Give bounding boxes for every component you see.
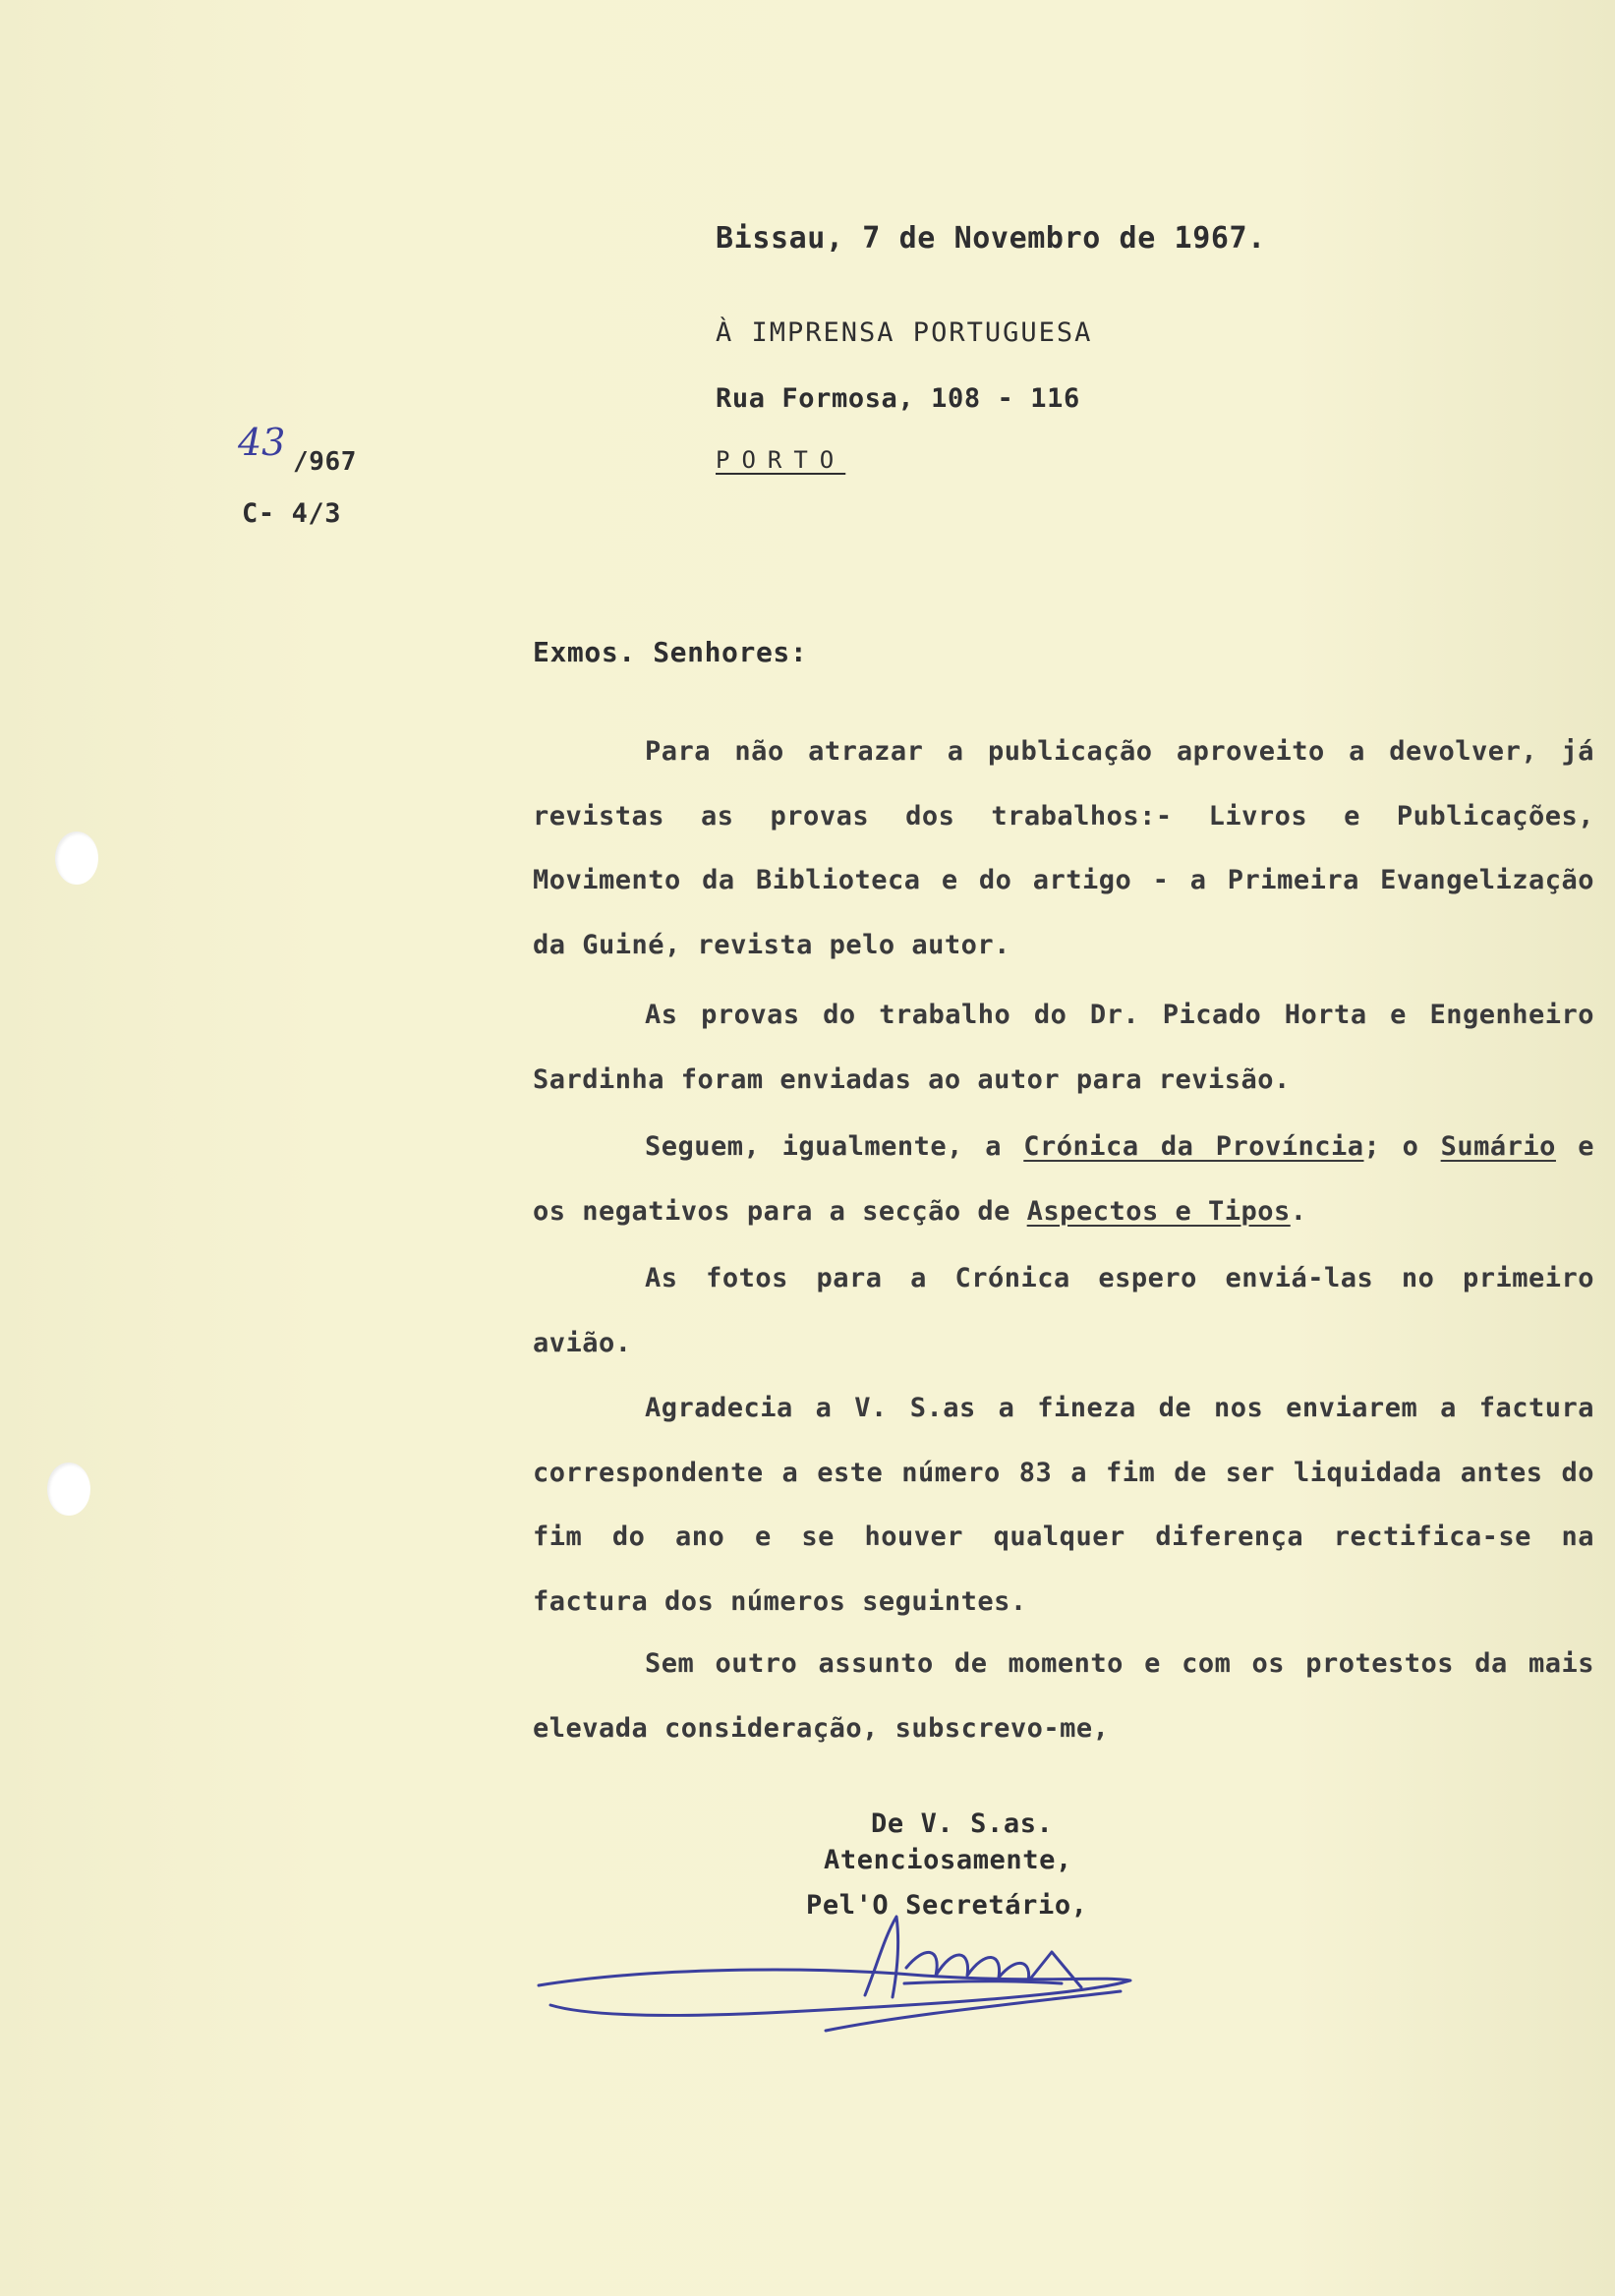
closing-secretario: Pel'O Secretário, — [806, 1890, 1088, 1921]
paragraph-3-text-d: . — [1290, 1195, 1307, 1227]
paragraph-2-text: As provas do trabalho do Dr. Picado Horta e Engenheiro Sardinha foram enviadas ao autor para revisão. — [533, 1000, 1594, 1095]
paragraph-4-text: As fotos para a Crónica espero enviá-las no primeiro avião. — [533, 1263, 1594, 1358]
closing-atenciosamente: Atenciosamente, — [824, 1845, 1072, 1875]
salutation: Exmos. Senhores: — [533, 636, 808, 668]
paragraph-1-text: Para não atrazar a publicação aproveito a devolver, já revistas as provas dos trabalhos:- Livros e Publicações, Movimento da Biblioteca e do artigo - a Primeira Evangelização da Guiné, revista pelo autor. — [533, 736, 1594, 960]
paragraph-6 — [533, 1632, 1594, 1760]
punch-hole-bottom — [47, 1463, 90, 1516]
paragraph-5-text: Agradecia a V. S.as a fineza de nos enviarem a factura correspondente a este número 83 a fim de ser liquidada antes do fim do ano e se houver qualquer diferença rectifica-se na factura dos números seguintes. — [533, 1393, 1594, 1617]
punch-hole-top — [55, 832, 98, 885]
recipient-city: PORTO — [716, 446, 846, 474]
handwritten-signature — [531, 1907, 1160, 2044]
paragraph-3-text-a: Seguem, igualmente, a — [645, 1131, 1024, 1162]
paragraph-2 — [533, 983, 1594, 1112]
reference-number-handwritten: 43 — [238, 421, 286, 464]
paragraph-6-text: Sem outro assunto de momento e com os protestos da mais elevada consideração, subscrevo-me, — [533, 1648, 1594, 1744]
letter-date: Bissau, 7 de Novembro de 1967. — [716, 221, 1266, 256]
paragraph-3-text-b: ; o — [1363, 1131, 1441, 1162]
cronica-da-provincia: Crónica da Província — [1023, 1131, 1364, 1162]
reference-number-year: /967 — [293, 447, 358, 477]
paragraph-1 — [533, 719, 1594, 977]
aspectos-e-tipos: Aspectos e Tipos — [1026, 1195, 1291, 1227]
paragraph-4 — [533, 1246, 1594, 1375]
paragraph-5 — [533, 1376, 1594, 1634]
paragraph-3-text-c: e os negativos para a secção de — [533, 1131, 1595, 1227]
reference-code: C- 4/3 — [242, 498, 342, 529]
paragraph-3 — [533, 1115, 1594, 1243]
recipient-name: À IMPRENSA PORTUGUESA — [716, 317, 1093, 348]
recipient-street: Rua Formosa, 108 - 116 — [716, 383, 1080, 414]
closing-de-v-sas: De V. S.as. — [871, 1808, 1054, 1839]
sumario: Sumário — [1440, 1131, 1556, 1162]
